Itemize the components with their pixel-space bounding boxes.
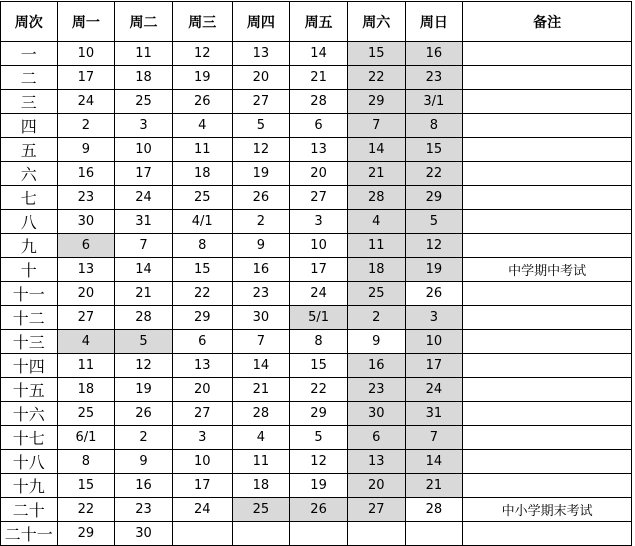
table-row	[1, 522, 632, 546]
date-cell: 14	[290, 42, 348, 66]
table-row	[1, 474, 632, 498]
date-cell: 6	[290, 114, 348, 138]
date-cell: 8	[405, 114, 463, 138]
week-number-cell: 三	[1, 90, 58, 114]
date-cell: 26	[115, 402, 173, 426]
date-cell: 6	[347, 426, 405, 450]
date-cell: 11	[57, 354, 115, 378]
date-cell: 29	[172, 306, 232, 330]
date-cell: 19	[290, 474, 348, 498]
date-cell: 12	[232, 138, 290, 162]
date-cell: 22	[405, 162, 463, 186]
table-row	[1, 210, 632, 234]
table-row	[1, 42, 632, 66]
header-sat: 周六	[347, 2, 405, 42]
table-row	[1, 90, 632, 114]
date-cell: 18	[347, 258, 405, 282]
week-number-cell: 十七	[1, 426, 58, 450]
table-row	[1, 114, 632, 138]
date-cell: 19	[115, 378, 173, 402]
date-cell: 7	[347, 114, 405, 138]
header-thu: 周四	[232, 2, 290, 42]
table-row	[1, 402, 632, 426]
table-row	[1, 258, 632, 282]
calendar-body	[1, 42, 632, 546]
date-cell: 11	[172, 138, 232, 162]
week-number-cell: 二	[1, 66, 58, 90]
date-cell: 25	[232, 498, 290, 522]
date-cell: 10	[290, 234, 348, 258]
date-cell: 16	[405, 42, 463, 66]
date-cell: 18	[232, 474, 290, 498]
table-row	[1, 330, 632, 354]
date-cell: 26	[232, 186, 290, 210]
date-cell: 22	[290, 378, 348, 402]
header-row	[1, 2, 632, 42]
table-row	[1, 306, 632, 330]
date-cell: 10	[172, 450, 232, 474]
header-wed: 周三	[172, 2, 232, 42]
date-cell: 27	[172, 402, 232, 426]
date-cell: 30	[232, 306, 290, 330]
date-cell: 24	[290, 282, 348, 306]
note-cell	[463, 42, 632, 66]
date-cell: 3	[115, 114, 173, 138]
header-sun: 周日	[405, 2, 463, 42]
date-cell	[232, 522, 290, 546]
date-cell: 6	[57, 234, 115, 258]
date-cell: 13	[172, 354, 232, 378]
date-cell: 21	[232, 378, 290, 402]
date-cell: 21	[347, 162, 405, 186]
date-cell: 27	[290, 186, 348, 210]
date-cell: 5	[290, 426, 348, 450]
note-cell	[463, 66, 632, 90]
table-row	[1, 426, 632, 450]
date-cell	[290, 522, 348, 546]
date-cell: 17	[172, 474, 232, 498]
date-cell: 7	[405, 426, 463, 450]
note-cell	[463, 138, 632, 162]
date-cell: 8	[57, 450, 115, 474]
date-cell: 28	[405, 498, 463, 522]
note-cell	[463, 114, 632, 138]
date-cell: 27	[57, 306, 115, 330]
date-cell: 30	[57, 210, 115, 234]
date-cell: 3	[172, 426, 232, 450]
date-cell: 12	[290, 450, 348, 474]
date-cell: 23	[347, 378, 405, 402]
date-cell: 23	[232, 282, 290, 306]
date-cell: 5	[405, 210, 463, 234]
date-cell: 9	[347, 330, 405, 354]
note-cell	[463, 210, 632, 234]
date-cell: 9	[57, 138, 115, 162]
note-cell	[463, 234, 632, 258]
date-cell: 29	[290, 402, 348, 426]
table-row	[1, 378, 632, 402]
date-cell: 20	[172, 378, 232, 402]
date-cell: 15	[57, 474, 115, 498]
date-cell: 20	[347, 474, 405, 498]
date-cell: 14	[115, 258, 173, 282]
note-cell	[463, 162, 632, 186]
date-cell: 28	[290, 90, 348, 114]
note-cell	[463, 522, 632, 546]
table-row	[1, 162, 632, 186]
date-cell: 5	[232, 114, 290, 138]
week-number-cell: 八	[1, 210, 58, 234]
date-cell: 15	[290, 354, 348, 378]
date-cell: 22	[347, 66, 405, 90]
week-number-cell: 二十	[1, 498, 58, 522]
date-cell: 31	[115, 210, 173, 234]
week-number-cell: 一	[1, 42, 58, 66]
date-cell: 9	[232, 234, 290, 258]
note-cell	[463, 450, 632, 474]
week-number-cell: 十一	[1, 282, 58, 306]
date-cell: 13	[57, 258, 115, 282]
date-cell: 14	[232, 354, 290, 378]
date-cell: 19	[232, 162, 290, 186]
date-cell: 2	[115, 426, 173, 450]
date-cell: 26	[290, 498, 348, 522]
note-cell: 中学期中考试	[463, 258, 632, 282]
date-cell: 30	[347, 402, 405, 426]
date-cell: 22	[57, 498, 115, 522]
note-cell	[463, 354, 632, 378]
date-cell: 8	[172, 234, 232, 258]
date-cell: 17	[290, 258, 348, 282]
date-cell: 21	[405, 474, 463, 498]
date-cell: 7	[115, 234, 173, 258]
date-cell: 28	[347, 186, 405, 210]
week-number-cell: 十四	[1, 354, 58, 378]
table-row	[1, 186, 632, 210]
date-cell: 15	[405, 138, 463, 162]
note-cell	[463, 474, 632, 498]
note-cell	[463, 282, 632, 306]
date-cell: 24	[172, 498, 232, 522]
date-cell: 29	[57, 522, 115, 546]
date-cell: 31	[405, 402, 463, 426]
week-number-cell: 二十一	[1, 522, 58, 546]
date-cell: 27	[347, 498, 405, 522]
date-cell: 6/1	[57, 426, 115, 450]
date-cell: 5/1	[290, 306, 348, 330]
date-cell: 19	[405, 258, 463, 282]
header-tue: 周二	[115, 2, 173, 42]
date-cell: 9	[115, 450, 173, 474]
week-number-cell: 十二	[1, 306, 58, 330]
header-mon: 周一	[57, 2, 115, 42]
table-row	[1, 66, 632, 90]
date-cell: 3	[405, 306, 463, 330]
date-cell: 17	[405, 354, 463, 378]
date-cell: 18	[115, 66, 173, 90]
date-cell: 13	[290, 138, 348, 162]
date-cell: 15	[172, 258, 232, 282]
date-cell: 23	[115, 498, 173, 522]
date-cell: 16	[232, 258, 290, 282]
note-cell	[463, 378, 632, 402]
week-number-cell: 七	[1, 186, 58, 210]
text-cursor	[631, 337, 632, 354]
date-cell: 16	[115, 474, 173, 498]
date-cell: 3	[290, 210, 348, 234]
date-cell: 12	[172, 42, 232, 66]
date-cell: 12	[405, 234, 463, 258]
date-cell: 4	[57, 330, 115, 354]
date-cell: 12	[115, 354, 173, 378]
date-cell: 22	[172, 282, 232, 306]
date-cell: 6	[172, 330, 232, 354]
date-cell	[347, 522, 405, 546]
week-number-cell: 十	[1, 258, 58, 282]
note-cell	[463, 330, 632, 354]
date-cell: 10	[57, 42, 115, 66]
date-cell: 29	[347, 90, 405, 114]
date-cell: 21	[290, 66, 348, 90]
date-cell: 4	[232, 426, 290, 450]
table-row	[1, 498, 632, 522]
date-cell: 3/1	[405, 90, 463, 114]
date-cell: 13	[232, 42, 290, 66]
note-cell: 中小学期末考试	[463, 498, 632, 522]
date-cell: 24	[57, 90, 115, 114]
note-cell	[463, 306, 632, 330]
table-row	[1, 138, 632, 162]
date-cell: 20	[57, 282, 115, 306]
week-number-cell: 五	[1, 138, 58, 162]
date-cell: 16	[57, 162, 115, 186]
date-cell: 21	[115, 282, 173, 306]
header-fri: 周五	[290, 2, 348, 42]
date-cell: 26	[405, 282, 463, 306]
date-cell: 17	[115, 162, 173, 186]
date-cell: 7	[232, 330, 290, 354]
date-cell: 28	[115, 306, 173, 330]
date-cell: 2	[57, 114, 115, 138]
date-cell: 27	[232, 90, 290, 114]
date-cell: 2	[347, 306, 405, 330]
date-cell: 29	[405, 186, 463, 210]
date-cell: 10	[115, 138, 173, 162]
date-cell: 10	[405, 330, 463, 354]
date-cell: 4	[172, 114, 232, 138]
note-cell	[463, 402, 632, 426]
date-cell: 25	[57, 402, 115, 426]
date-cell	[405, 522, 463, 546]
date-cell: 24	[115, 186, 173, 210]
date-cell: 24	[405, 378, 463, 402]
week-number-cell: 六	[1, 162, 58, 186]
date-cell: 2	[232, 210, 290, 234]
date-cell: 5	[115, 330, 173, 354]
date-cell: 25	[115, 90, 173, 114]
note-cell	[463, 90, 632, 114]
date-cell: 25	[172, 186, 232, 210]
date-cell: 25	[347, 282, 405, 306]
date-cell: 11	[232, 450, 290, 474]
date-cell: 15	[347, 42, 405, 66]
week-number-cell: 九	[1, 234, 58, 258]
school-calendar-table	[0, 1, 632, 546]
date-cell: 11	[347, 234, 405, 258]
date-cell: 14	[405, 450, 463, 474]
date-cell: 19	[172, 66, 232, 90]
date-cell: 4	[347, 210, 405, 234]
header-notes: 备注	[463, 2, 632, 42]
week-number-cell: 十九	[1, 474, 58, 498]
date-cell: 18	[172, 162, 232, 186]
date-cell: 8	[290, 330, 348, 354]
date-cell: 23	[57, 186, 115, 210]
date-cell: 20	[290, 162, 348, 186]
date-cell	[172, 522, 232, 546]
date-cell: 16	[347, 354, 405, 378]
date-cell: 14	[347, 138, 405, 162]
week-number-cell: 十六	[1, 402, 58, 426]
table-row	[1, 282, 632, 306]
week-number-cell: 四	[1, 114, 58, 138]
week-number-cell: 十五	[1, 378, 58, 402]
date-cell: 11	[115, 42, 173, 66]
note-cell	[463, 186, 632, 210]
date-cell: 17	[57, 66, 115, 90]
date-cell: 23	[405, 66, 463, 90]
date-cell: 28	[232, 402, 290, 426]
date-cell: 30	[115, 522, 173, 546]
date-cell: 18	[57, 378, 115, 402]
date-cell: 26	[172, 90, 232, 114]
table-row	[1, 234, 632, 258]
table-row	[1, 354, 632, 378]
date-cell: 13	[347, 450, 405, 474]
note-cell	[463, 426, 632, 450]
header-week: 周次	[1, 2, 58, 42]
table-row	[1, 450, 632, 474]
week-number-cell: 十八	[1, 450, 58, 474]
date-cell: 4/1	[172, 210, 232, 234]
week-number-cell: 十三	[1, 330, 58, 354]
date-cell: 20	[232, 66, 290, 90]
